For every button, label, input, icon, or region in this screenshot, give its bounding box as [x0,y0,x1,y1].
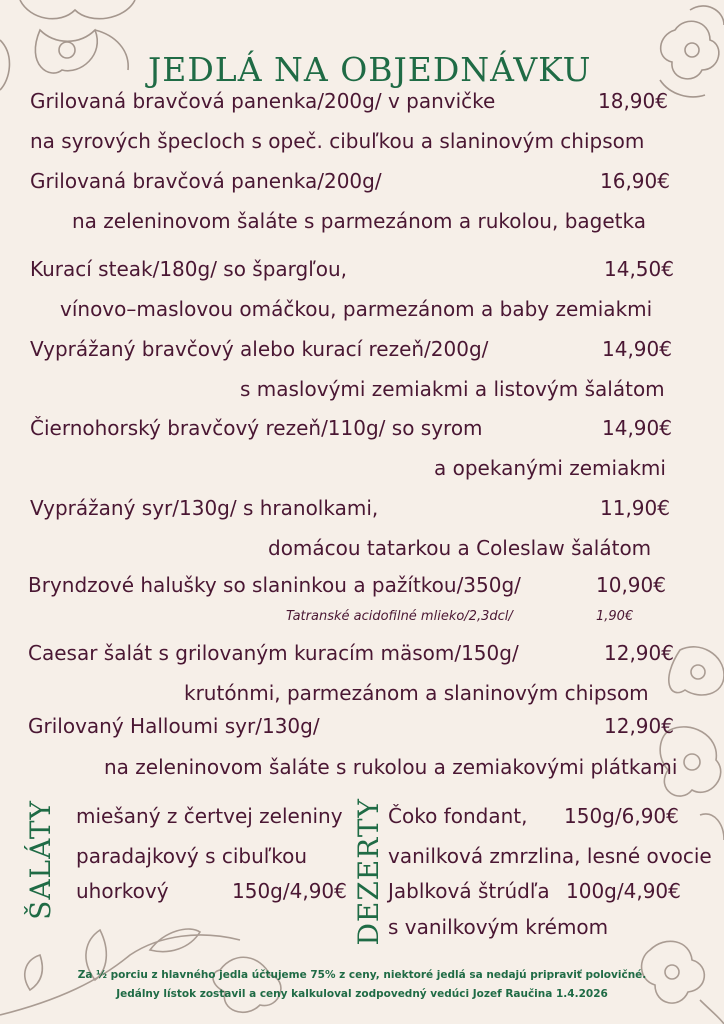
menu-item-name: Grilovaná bravčová panenka/200g/ [30,169,382,193]
salad-item: miešaný z čertvej zeleniny [76,804,343,828]
menu-item-price: 12,90€ [604,641,674,665]
footer-author: Jedálny lístok zostavil a ceny kalkuloval zodpovedný vedúci Jozef Raučina 1.4.2026 [116,988,608,1000]
menu-item-description: krutónmi, parmezánom a slaninovým chipsom [184,681,649,705]
dessert-name: Čoko fondant, [388,804,528,828]
menu-item-price: 16,90€ [600,169,670,193]
salad-item: uhorkový [76,879,169,903]
menu-item-description: na syrových špecloch s opeč. cibuľkou a slaninovým chipsom [30,129,645,153]
menu-item-description: domácou tatarkou a Coleslaw šalátom [268,536,652,560]
menu-item-price: 11,90€ [600,496,670,520]
menu-item-name: Bryndzové halušky so slaninkou a pažítkou/350g/ [28,573,521,597]
menu-item-name: Grilovaná bravčová panenka/200g/ v panvičke [30,89,496,113]
menu-item-price: 14,50€ [604,257,674,281]
footer-note: Za ½ porciu z hlavného jedla účtujeme 75% z ceny, niektoré jedlá sa nedajú pripraviť polovičné. [77,969,647,981]
menu-item-name: Caesar šalát s grilovaným kuracím mäsom/150g/ [28,641,519,665]
dessert-description: vanilková zmrzlina, lesné ovocie [388,844,712,868]
menu-item-name: Grilovaný Halloumi syr/130g/ [28,714,320,738]
menu-item-description: a opekanými zemiakmi [434,456,666,480]
dessert-name: Jablková štrúdľa [388,879,550,903]
menu-item-price: 18,90€ [598,89,668,113]
menu-item-price: 14,90€ [602,337,672,361]
dessert-price: 100g/4,90€ [566,879,681,903]
salad-price: 150g/4,90€ [232,879,347,903]
dessert-price: 150g/6,90€ [564,804,679,828]
menu-item-name: Čiernohorský bravčový rezeň/110g/ so syrom [30,416,483,440]
menu-item-price: 12,90€ [604,714,674,738]
menu-item-description: s maslovými zemiakmi a listovým šalátom [240,377,665,401]
menu-item-note: Tatranské acidofilné mlieko/2,3dcl/ [286,609,513,624]
menu-item-description: na zeleninovom šaláte s rukolou a zemiakovými plátkami [104,755,678,779]
menu-item-name: Vyprážaný syr/130g/ s hranolkami, [30,496,379,520]
menu-item-price: 10,90€ [596,573,666,597]
menu-item-note-price: 1,90€ [596,609,634,624]
salad-item: paradajkový s cibuľkou [76,844,308,868]
menu-item-description: na zeleninovom šaláte s parmezánom a rukolou, bagetka [72,209,646,233]
desserts-heading: DEZERTY [352,798,385,946]
dessert-description: s vanilkovým krémom [388,915,609,939]
menu-item-price: 14,90€ [602,416,672,440]
menu-item-description: vínovo–maslovou omáčkou, parmezánom a baby zemiakmi [60,297,653,321]
page-title: JEDLÁ NA OBJEDNÁVKU [148,50,592,90]
menu-item-name: Kurací steak/180g/ so špargľou, [30,257,348,281]
menu-item-name: Vyprážaný bravčový alebo kurací rezeň/200g/ [30,337,489,361]
salads-heading: ŠALÁTY [24,800,57,920]
